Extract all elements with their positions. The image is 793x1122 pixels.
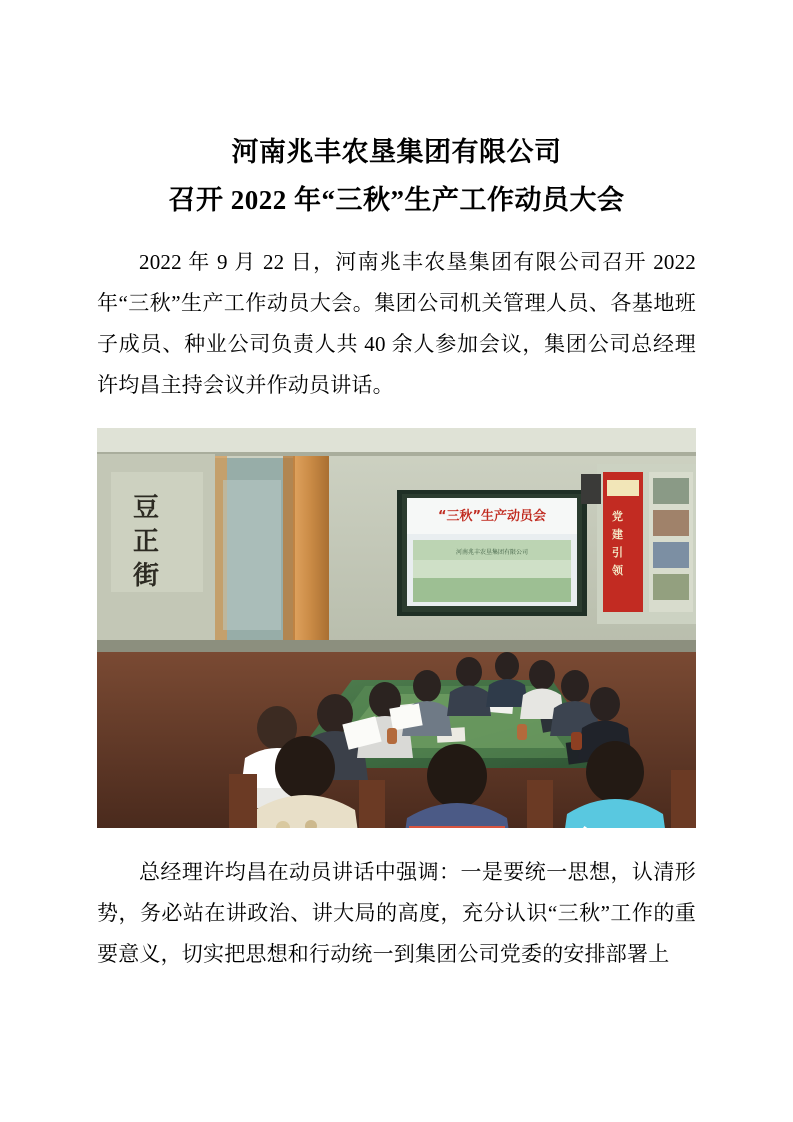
meeting-photo-illustration: [97, 428, 696, 828]
svg-text:建: 建: [612, 528, 623, 541]
svg-text:党: 党: [612, 510, 623, 523]
meeting-photo: [97, 428, 696, 828]
svg-text:豆: 豆: [133, 493, 160, 523]
svg-text:“三秋”生产动员会: “三秋”生产动员会: [437, 509, 547, 524]
page-title: [97, 128, 696, 224]
svg-text:河南兆丰农垦集团有限公司: 河南兆丰农垦集团有限公司: [455, 549, 529, 556]
svg-text:引: 引: [612, 546, 623, 559]
svg-text:正: 正: [133, 527, 160, 557]
paragraph-2: 总经理许均昌在动员讲话中强调：一是要统一思想，认清形势，务必站在讲政治、讲大局的高度，充分认识“三秋”工作的重要意义，切实把思想和行动统一到集团公司党委的安排部署上: [97, 860, 696, 966]
svg-text:街: 街: [133, 561, 160, 591]
page-title-line-1: 河南兆丰农垦集团有限公司: [231, 137, 562, 167]
paragraph-1: 2022 年 9 月 22 日，河南兆丰农垦集团有限公司召开 2022 年“三秋”生产工作动员大会。集团公司机关管理人员、各基地班子成员、种业公司负责人共 40 余人参加会议，集团公司总经理许均昌主持会议并作动员讲话。: [97, 250, 696, 397]
page-title-line-2: 召开 2022 年“三秋”生产工作动员大会: [168, 185, 625, 215]
svg-text:领: 领: [612, 564, 623, 577]
